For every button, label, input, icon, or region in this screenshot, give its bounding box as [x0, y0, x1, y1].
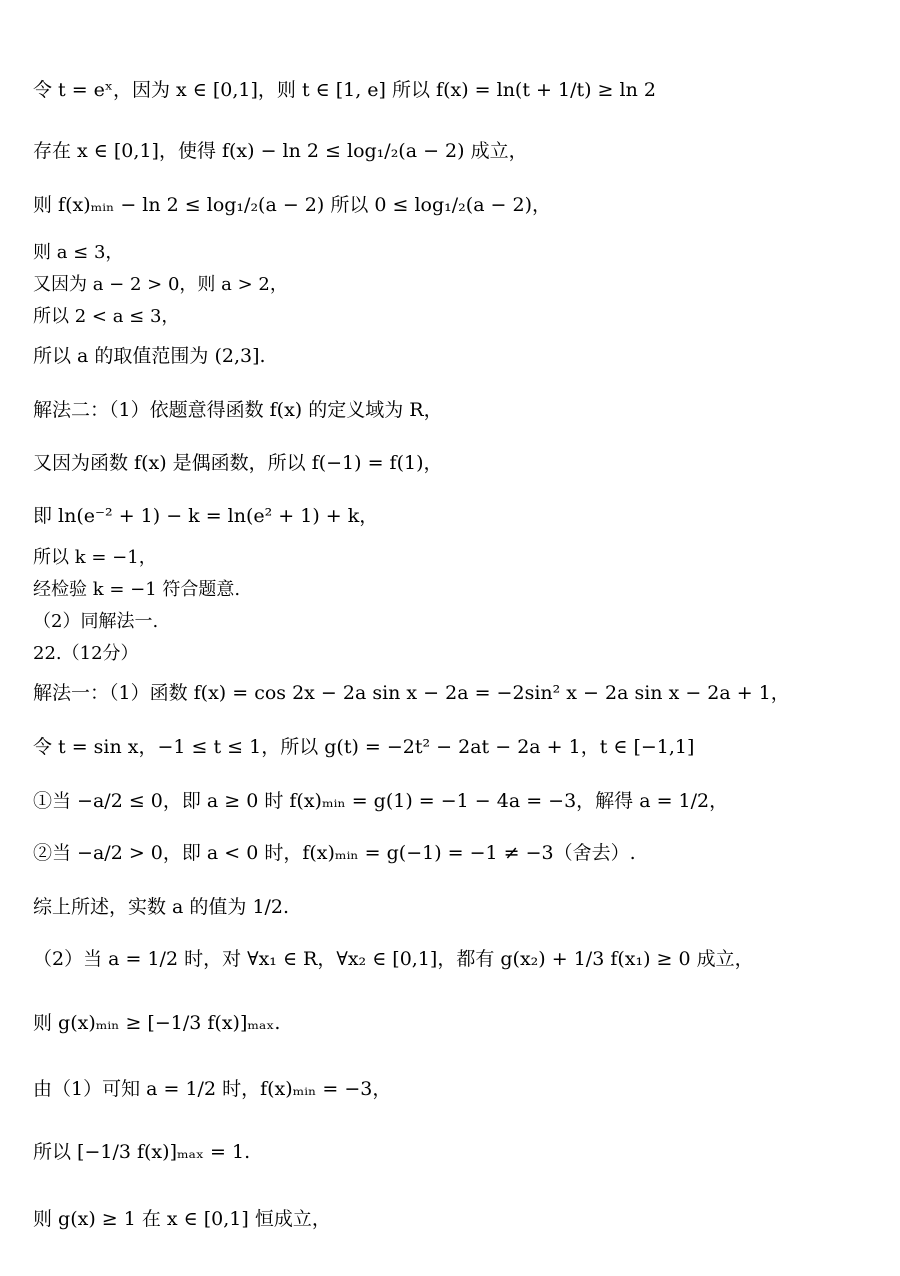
text-line-10: 即 ln(e⁻² + 1) − k = ln(e² + 1) + k， — [33, 505, 379, 527]
text-line-17: ①当 −a/2 ≤ 0，即 a ≥ 0 时 f(x)ₘᵢₙ = g(1) = −1 − 4a = −3，解得 a = 1/2， — [33, 790, 729, 812]
text-line-9: 又因为函数 f(x) 是偶函数，所以 f(−1) = f(1)， — [33, 452, 443, 474]
text-line-2: 存在 x ∈ [0,1]，使得 f(x) − ln 2 ≤ log₁/₂(a − 2) 成立， — [33, 140, 528, 162]
text-line-6: 所以 2 < a ≤ 3， — [33, 306, 180, 327]
text-line-23: 所以 [−1/3 f(x)]ₘₐₓ = 1. — [33, 1141, 251, 1163]
text-line-8: 解法二：（1）依题意得函数 f(x) 的定义域为 R， — [33, 399, 443, 421]
text-line-4: 则 a ≤ 3， — [33, 242, 124, 263]
text-line-24: 则 g(x) ≥ 1 在 x ∈ [0,1] 恒成立， — [33, 1208, 331, 1230]
text-line-1: 令 t = eˣ，因为 x ∈ [0,1]，则 t ∈ [1, e] 所以 f(x) = ln(t + 1/t) ≥ ln 2 — [33, 79, 656, 101]
text-line-5: 又因为 a − 2 > 0，则 a > 2， — [33, 274, 288, 295]
text-line-3: 则 f(x)ₘᵢₙ − ln 2 ≤ log₁/₂(a − 2) 所以 0 ≤ log₁/₂(a − 2)， — [33, 194, 552, 216]
text-line-21: 则 g(x)ₘᵢₙ ≥ [−1/3 f(x)]ₘₐₓ. — [33, 1012, 281, 1034]
text-line-14: 22.（12分） — [33, 643, 139, 664]
text-line-18: ②当 −a/2 > 0，即 a < 0 时，f(x)ₘᵢₙ = g(−1) = −1 ≠ −3（舍去）. — [33, 842, 636, 864]
text-line-7: 所以 a 的取值范围为 (2,3]. — [33, 345, 266, 367]
text-line-20: （2）当 a = 1/2 时，对 ∀x₁ ∈ R，∀x₂ ∈ [0,1]，都有 g(x₂) + 1/3 f(x₁) ≥ 0 成立， — [33, 948, 754, 970]
text-line-13: （2）同解法一. — [33, 611, 159, 632]
text-line-16: 令 t = sin x，−1 ≤ t ≤ 1，所以 g(t) = −2t² − 2at − 2a + 1，t ∈ [−1,1] — [33, 736, 695, 758]
text-line-12: 经检验 k = −1 符合题意. — [33, 579, 241, 600]
text-line-15: 解法一：（1）函数 f(x) = cos 2x − 2a sin x − 2a = −2sin² x − 2a sin x − 2a + 1， — [33, 682, 790, 704]
text-line-19: 综上所述，实数 a 的值为 1/2. — [33, 896, 290, 918]
text-line-11: 所以 k = −1， — [33, 547, 157, 568]
text-line-22: 由（1）可知 a = 1/2 时，f(x)ₘᵢₙ = −3， — [33, 1078, 392, 1100]
